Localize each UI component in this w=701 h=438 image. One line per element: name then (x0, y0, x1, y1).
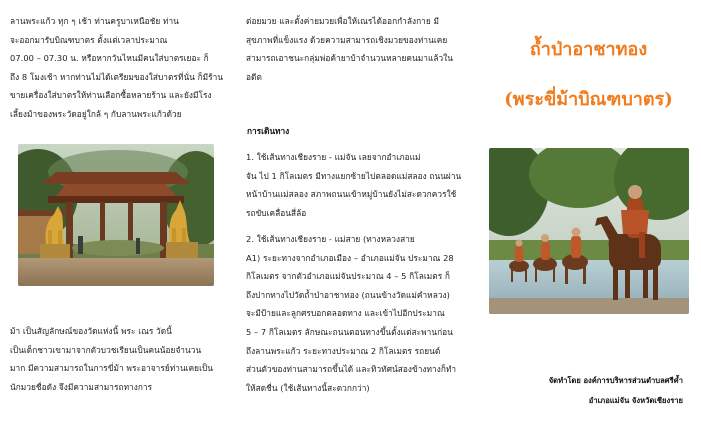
horse-paragraph-line: นักมวยชื่อดัง จึงมีความสามารถทางการ (10, 381, 153, 392)
route-2-paragraph-line: ส่วนตัวของท่านสามารถขึ้นได้ และทิวทัศน์สองข้างทางก็ทำ (246, 364, 457, 375)
route-2-paragraph-line: 5 – 7 กิโลเมตร ลักษณะถนนตอนทางขึ้นตั้งแต่สะพานก่อน (246, 327, 453, 337)
panel-left (0, 0, 228, 438)
title-line-1: ถ้ำป่าอาชาทอง (529, 39, 648, 60)
horse-paragraph-line: ม้า เป็นสัญลักษณ์ของวัดแห่งนี้ พระ เณร วัดนี้ (10, 326, 172, 336)
route-2-paragraph-line: A1) ระยะทางจากอำเภอเมือง – อำเภอแม่จัน ประมาณ 28 (246, 252, 454, 263)
intro-paragraph-line: เลี้ยงม้าของพระวัดอยู่ใกล้ ๆ กับลานพระแก้วด้วย (10, 109, 182, 119)
route-2-paragraph-line: ถึงปากทางไปวัดถ้ำป่าอาชาทอง (ถนนข้างวัดแม่คำหลวง) (246, 289, 450, 300)
monks-horses-image (489, 148, 689, 314)
boxing-paragraph-line: สุขภาพที่แข็งแรง ด้วยความสามารถเชิงมวยของท่านเคย (246, 34, 448, 45)
route-1-paragraph-line: หน้าบ้านแม่สลอง สภาพถนนเข้าหมู่บ้านยังไม่สะดวกควรใช้ (246, 189, 457, 200)
route-2-paragraph-line: ถึงลานพระแก้ว ระยะทางประมาณ 2 กิโลเมตร รถยนต์ (246, 345, 441, 356)
temple-gate-image (18, 144, 214, 286)
boxing-paragraph-line: อดีต (246, 71, 262, 82)
panel-right (476, 0, 701, 438)
route-1-paragraph-line: รถขับเคลื่อนสี่ล้อ (246, 207, 307, 218)
horse-paragraph-line: เป็นเด็กชาวเขามาจากตัวบวชเรียนเป็นคนน้อยจำนวน (10, 344, 202, 355)
monks-horses-photo (489, 148, 689, 314)
route-2-paragraph-line: ให้สดชื่น (ใช้เส้นทางนี้สะดวกกว่า) (246, 382, 370, 393)
temple-gate-photo (18, 144, 214, 286)
title-line-2: (พระขี่ม้าบิณฑบาตร) (504, 89, 673, 110)
credit-location: อำเภอแม่จัน จังหวัดเชียงราย (588, 396, 683, 405)
intro-paragraph-line: ลานพระแก้ว ทุก ๆ เช้า ท่านครูบาเหนือชัย ท่าน (10, 16, 179, 26)
route-2-paragraph-line: กิโลเมตร จากตัวอำเภอแม่จันประมาณ 4 – 5 กิโลเมตร ก็ (246, 271, 451, 282)
boxing-paragraph-line: ต่อยมวย และตั้งค่ายมวยเพื่อให้เณรได้ออกกำลังกาย มี (246, 16, 440, 26)
route-1-paragraph-line: จัน ไป 1 กิโลเมตร มีทางแยกซ้ายไปตลอดแม่สลอง ถนนผ่าน (246, 170, 462, 181)
intro-paragraph-line: ถึง 8 โมงเช้า หากท่านไม่ได้เตรียมของใส่บาตรที่นั่น ก็มีร้าน (10, 71, 224, 82)
route-2-paragraph-line: 2. ใช้เส้นทางเชียงราย - แม่สาย (ทางหลวงสาย (246, 234, 415, 244)
credit-organization: จัดทำโดย องค์การบริหารส่วนตำบลศรีค้ำ (548, 376, 683, 385)
boxing-paragraph-line: สามารถเอาชนะกลุ่มพ่อค้ายาบ้าจำนวนหลายคนมาแล้วใน (246, 53, 454, 64)
intro-paragraph-line: ขายเครื่องใส่บาตรให้ท่านเลือกซื้อหลายร้าน และยังมีโรง (10, 90, 212, 101)
intro-paragraph-line: จะออกมารับบิณฑบาตร ตั้งแต่เวลาประมาณ (10, 34, 168, 45)
route-2-paragraph-line: จะมีป้ายและลูกศรบอกตลอดทาง และเข้าไปอีกประมาณ (246, 308, 445, 319)
intro-paragraph-line: 07.00 – 07.30 น. หรือหากวันไหนมีคนใส่บาตรเยอะ ก็ (10, 53, 209, 64)
panel-middle (238, 0, 464, 438)
travel-heading: การเดินทาง (247, 126, 290, 136)
horse-paragraph-line: มาก มีความสามารถในการขี่ม้า พระอาจารย์ท่านเคยเป็น (10, 363, 214, 374)
route-1-paragraph-line: 1. ใช้เส้นทางเชียงราย - แม่จัน เลยจากอำเภอแม่ (246, 152, 421, 162)
